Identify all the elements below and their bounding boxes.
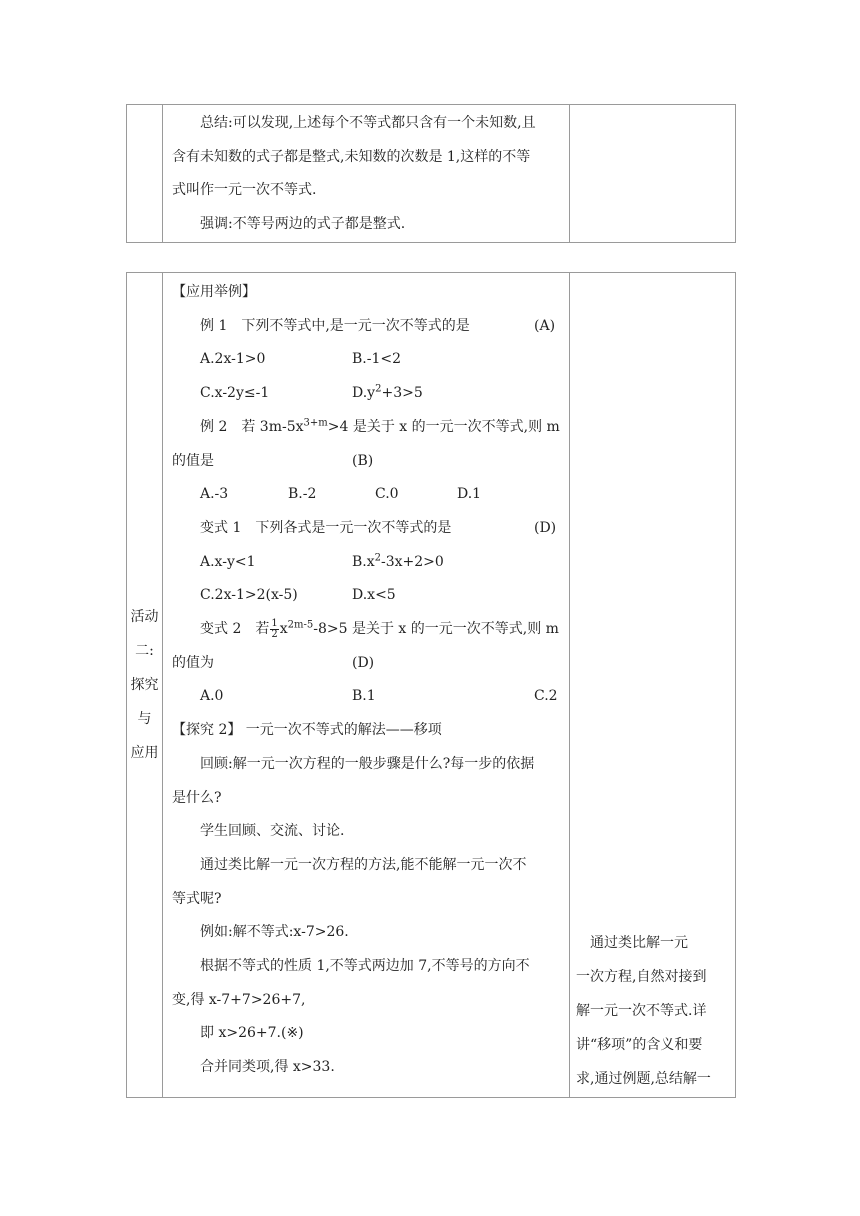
example-2-answer: (B): [352, 452, 374, 469]
option: A.0: [200, 688, 224, 705]
option: C.0: [375, 486, 399, 503]
option: B.-1<2: [352, 351, 402, 368]
option: B.1: [352, 688, 376, 705]
variant-1-answer: (D): [534, 519, 557, 536]
activity-label-cell: [127, 273, 163, 1098]
summary-content: [163, 105, 570, 243]
activity-label-line: 探究: [130, 677, 159, 693]
paragraph: 变,得 x-7+7>26+7,: [172, 991, 306, 1008]
summary-table: [126, 104, 736, 243]
variant-2-options: [172, 680, 563, 714]
option: $D.y^2+3>5$: [352, 383, 423, 402]
variant-2-answer: (D): [352, 654, 375, 671]
example-1-answer: (A): [534, 317, 556, 334]
paragraph: 合并同类项,得 x>33.: [200, 1059, 335, 1076]
paragraph: 是什么?: [172, 789, 222, 806]
variant-1-stem: 变式 1 下列各式是一元一次不等式的是 (D): [172, 512, 563, 546]
paragraph: 学生回顾、交流、讨论.: [200, 823, 345, 840]
option: D.x<5: [352, 587, 396, 604]
example-1-options: [172, 377, 563, 411]
activity-label-line: 与: [137, 711, 152, 727]
fraction: $\frac{1}{2}$: [271, 617, 278, 640]
example-2-options: [172, 478, 563, 512]
option: B.-2: [288, 486, 317, 503]
summary-line: 式叫作一元一次不等式.: [172, 182, 317, 199]
example-1-options: [172, 343, 563, 377]
option: A.x-y<1: [200, 553, 256, 570]
example-2-stem: 例 2 若 $3m-5x^{3+m}>4$ 是关于 x 的一元一次不等式,则 m: [200, 417, 560, 435]
application-heading: 【应用举例】: [172, 284, 256, 300]
paragraph: 通过类比解一元一次方程的方法,能不能解一元一次不: [200, 856, 527, 873]
option: C.2: [534, 688, 558, 705]
option: C.2x-1>2(x-5): [200, 587, 298, 604]
variant-1-options: [172, 546, 563, 580]
activity-table: [126, 272, 736, 1098]
activity-label-line: 二:: [135, 643, 154, 659]
explore-2-heading: 【探究 2】 一元一次不等式的解法——移项: [172, 722, 442, 739]
note-line: 通过类比解一元: [576, 935, 688, 951]
variant-2-stem-cont: 的值为 (D): [172, 647, 563, 681]
activity-label-line: 应用: [130, 745, 159, 761]
option: A.-3: [200, 486, 229, 503]
note-line: 讲“移项”的含义和要: [576, 1037, 703, 1053]
variant-2-stem: 变式 2 若 $\frac{1}{2}$ $x^{2m-5}-8>5$ 是关于 x 的一元一次不等式,则 m: [200, 617, 559, 640]
emphasis-line: 强调:不等号两边的式子都是整式.: [200, 216, 406, 233]
option: C.x-2y≤-1: [200, 385, 270, 402]
option: A.2x-1>0: [200, 351, 266, 368]
teaching-note-cell: [570, 273, 736, 1098]
note-line: 一次方程,自然对接到: [576, 969, 707, 985]
paragraph: 即 x>26+7.(※): [200, 1025, 304, 1042]
activity-label-line: 活动: [130, 609, 159, 625]
paragraph: 回顾:解一元一次方程的一般步骤是什么?每一步的依据: [200, 755, 535, 772]
activity-content: [163, 273, 570, 1098]
activity-cell-empty: [127, 105, 163, 243]
variant-1-options: [172, 579, 563, 613]
summary-line: 总结:可以发现,上述每个不等式都只含有一个未知数,且: [200, 115, 536, 131]
paragraph: 等式呢?: [172, 890, 222, 907]
summary-line: 含有未知数的式子都是整式,未知数的次数是 1,这样的不等: [172, 148, 531, 165]
example-1-stem: 例 1 下列不等式中,是一元一次不等式的是 (A): [172, 310, 563, 344]
note-line: 解一元一次不等式.详: [576, 1003, 707, 1019]
note-line: 求,通过例题,总结解一: [576, 1071, 711, 1087]
paragraph: 根据不等式的性质 1,不等式两边加 7,不等号的方向不: [200, 958, 530, 975]
example-2-stem-cont: 的值是 (B): [172, 445, 563, 479]
option: D.1: [457, 486, 482, 503]
note-cell-empty: [570, 105, 736, 243]
teaching-note: [576, 926, 729, 1096]
option: $B.x^2-3x+2>0$: [352, 552, 444, 570]
paragraph: 例如:解不等式:x-7>26.: [200, 924, 349, 941]
